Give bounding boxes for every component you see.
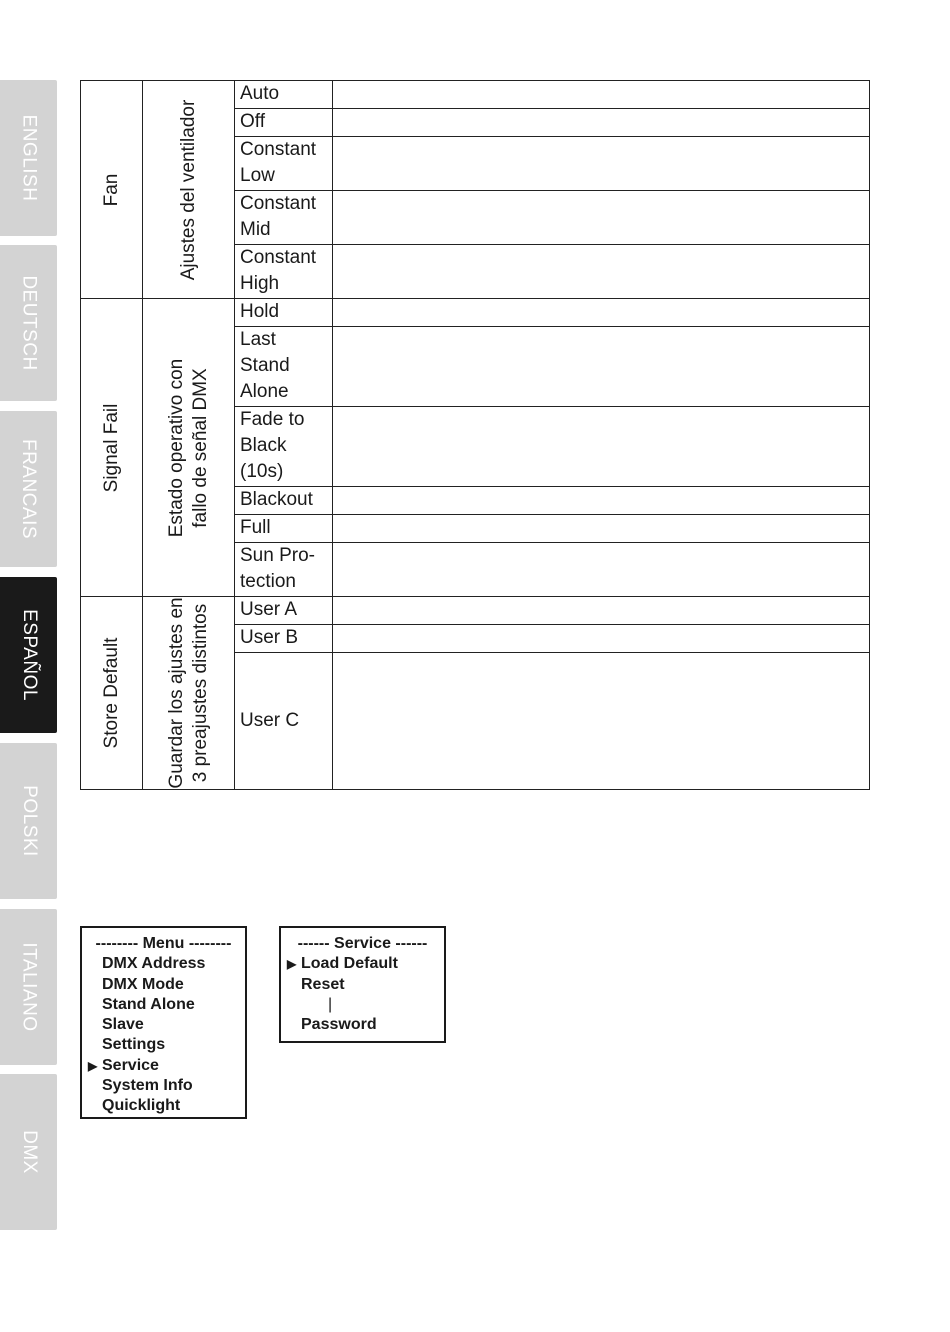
tab-deutsch[interactable]: [0, 245, 57, 401]
description-cell: [333, 245, 870, 299]
lcd-service-item[interactable]: Password: [301, 1016, 377, 1034]
option-cell: User C: [235, 653, 333, 790]
description-cell: [333, 407, 870, 487]
option-cell: Hold: [235, 299, 333, 327]
tab-francais[interactable]: [0, 411, 57, 567]
group-label: Fan: [100, 173, 122, 206]
option-cell: Sun Pro- tection: [235, 543, 333, 597]
group-fan: [81, 81, 143, 299]
description-cell: [333, 543, 870, 597]
tab-espanol[interactable]: [0, 577, 57, 733]
option-cell: Off: [235, 109, 333, 137]
lcd-service-screen: [279, 926, 446, 1043]
table-row: [81, 597, 870, 625]
tab-italiano[interactable]: [0, 909, 57, 1065]
group-signal-fail-description: [143, 299, 235, 597]
group-signal-fail: [81, 299, 143, 597]
tab-label: DEUTSCH: [18, 275, 40, 371]
lcd-menu-item[interactable]: Settings: [102, 1036, 166, 1054]
option-cell: Full: [235, 515, 333, 543]
option-cell: Blackout: [235, 487, 333, 515]
lcd-service-item[interactable]: Reset: [301, 975, 345, 993]
tab-label: ENGLISH: [18, 114, 40, 202]
tab-english[interactable]: [0, 80, 57, 236]
tab-label: POLSKI: [18, 785, 40, 857]
table-row: [81, 81, 870, 109]
option-cell: Fade to Black (10s): [235, 407, 333, 487]
description-cell: [333, 327, 870, 407]
lcd-service-item-selected[interactable]: ▶ Load Default: [281, 954, 444, 974]
group-sublabel: Ajustes del ventilador: [177, 99, 199, 280]
lcd-menu-item[interactable]: Stand Alone: [102, 995, 195, 1013]
description-cell: [333, 137, 870, 191]
description-cell: [333, 653, 870, 790]
option-cell: Auto: [235, 81, 333, 109]
table-row: [81, 299, 870, 327]
option-cell: Constant Low: [235, 137, 333, 191]
tab-label: FRANCAIS: [18, 438, 40, 540]
option-cell: Last Stand Alone: [235, 327, 333, 407]
lcd-menu-title: -------- Menu --------: [95, 935, 232, 952]
lcd-menu-item-selected[interactable]: ▶ Service: [82, 1056, 245, 1076]
description-cell: [333, 515, 870, 543]
description-cell: [333, 299, 870, 327]
lcd-menu-screen: [80, 926, 247, 1119]
lcd-menu-item[interactable]: DMX Address: [102, 955, 206, 973]
lcd-menu-item[interactable]: DMX Mode: [102, 975, 184, 993]
tab-label: ITALIANO: [18, 942, 40, 1032]
description-cell: [333, 109, 870, 137]
group-sublabel: Estado operativo con fallo de señal DMX: [165, 358, 211, 537]
lcd-service-separator: |: [328, 995, 333, 1013]
tab-dmx[interactable]: [0, 1074, 57, 1230]
option-cell: Constant Mid: [235, 191, 333, 245]
group-label: Signal Fail: [100, 403, 122, 492]
description-cell: [333, 625, 870, 653]
lcd-service-title: ------ Service ------: [297, 935, 428, 952]
tab-polski[interactable]: [0, 743, 57, 899]
option-cell: User A: [235, 597, 333, 625]
description-cell: [333, 487, 870, 515]
description-cell: [333, 81, 870, 109]
option-cell: Constant High: [235, 245, 333, 299]
group-store-default: [81, 597, 143, 790]
selection-arrow-icon: ▶: [88, 1058, 98, 1073]
group-sublabel: Guardar los ajustes en 3 preajustes distintos: [165, 597, 211, 789]
tab-label: DMX: [18, 1130, 40, 1174]
option-cell: User B: [235, 625, 333, 653]
tab-label: ESPAÑOL: [18, 609, 40, 701]
lcd-menu-item[interactable]: Quicklight: [102, 1097, 181, 1115]
description-cell: [333, 597, 870, 625]
group-fan-description: [143, 81, 235, 299]
group-store-default-description: [143, 597, 235, 790]
settings-table: [80, 80, 870, 790]
description-cell: [333, 191, 870, 245]
selection-arrow-icon: ▶: [287, 957, 297, 972]
lcd-menu-item[interactable]: System Info: [102, 1077, 193, 1095]
group-label: Store Default: [100, 637, 122, 749]
lcd-menu-item[interactable]: Slave: [102, 1016, 144, 1034]
